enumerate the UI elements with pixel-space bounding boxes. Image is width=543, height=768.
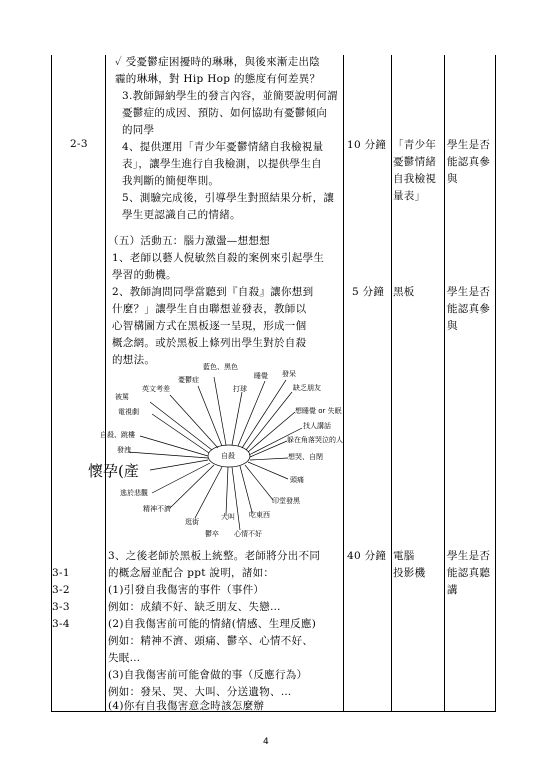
content-line: 5、測驗完成後，引導學生對照結果分析，讓 [122,192,335,204]
content-line: 例如：成績不好、缺乏朋友、失戀… [108,601,281,613]
mindmap-branch: 英文考差 [142,385,170,393]
mindmap-branch: 缺乏朋友 [293,384,321,392]
content-line: 例如：發呆、哭、大叫、分送遺物、… [108,686,292,698]
mindmap-branch: 藍色、黑色 [203,363,238,371]
assessment-line: 能認真參 [447,156,491,168]
mindmap-big-label: 懷孕(產 [88,462,139,480]
content-line: 心智構圖方式在黑板逐一呈現，形成一個 [112,320,307,332]
mindmap-branch: 躲在角落哭泣的人 [287,436,343,444]
resource-line: 黑板 [393,286,415,298]
mindmap-branch: 發呆 [282,370,296,378]
content-line: (3)自我傷害前可能會做的事（反應行為） [108,669,308,681]
mindmap-branch: 睡覺 [254,372,268,380]
assessment-line: 與 [447,173,458,185]
mindmap-branch: 發洩 [117,446,131,454]
table-border-col1 [105,55,106,712]
content-line: （五）活動五：腦力激盪—想想想 [108,235,270,247]
mindmap-branch: 吃東西 [249,511,270,519]
assessment-line: 學生是否 [447,550,491,562]
table-border-col4 [444,55,445,712]
assessment-line: 學生是否 [447,139,491,151]
assessment-line: 講 [447,584,458,596]
content-line: (2)自我傷害前可能的情緒(情感、生理反應) [108,618,317,630]
resource-line: 量表」 [393,190,426,202]
content-line: 例如：精神不濟、頭痛、鬱卒、心情不好、 [108,635,314,647]
content-line: 的概念層並配合 ppt 說明，諸如： [108,567,275,579]
content-line: ✓ 受憂鬱症困擾時的琳琳，與後來漸走出陰 [115,56,321,68]
mindmap-branch: 想睡覺 or 失眠 [295,407,342,415]
content-line: 失眠… [108,652,141,664]
content-line: 學習的動機。 [112,269,177,281]
step-label: 3-1 [52,567,70,579]
table-border-right [495,55,496,712]
mindmap-branch: 逛街 [185,518,199,526]
resource-line: 憂鬱情緒 [393,156,437,168]
step-label: 3-3 [52,601,70,613]
step-label: 3-4 [52,618,70,630]
content-line: (1)引發自我傷害的事件（事件） [108,584,265,596]
mindmap-branch: 大叫 [221,513,235,521]
content-line: 霾的琳琳，對 Hip Hop 的態度有何差異？ [115,73,321,85]
table-border-col2 [343,55,344,712]
resource-line: 「青少年 [393,139,437,151]
mindmap-branch: 精神不濟 [143,505,171,513]
content-line: 憂鬱症的成因、預防、如何協助有憂鬱傾向 [122,107,328,119]
mindmap-branch: 找人講話 [303,422,331,430]
time-value: 40 分鐘 [347,550,387,562]
assessment-line: 與 [447,320,458,332]
content-line: 表」，讓學生進行自我檢測，以提供學生自 [122,158,322,170]
mindmap-branch: 頭痛 [290,476,304,484]
mindmap-branch: 打球 [233,385,247,393]
content-line: 學生更認識自己的情緒。 [122,209,241,221]
content-line: 我判斷的簡便準則。 [122,175,220,187]
resource-line: 投影機 [393,567,426,579]
content-line: 1、老師以藝人倪敏然自殺的案例來引起學生 [112,252,325,264]
table-border-col3 [391,55,392,712]
mindmap-branch: 心情不好 [234,530,262,538]
assessment-line: 學生是否 [447,286,491,298]
mindmap-branch: 自殺、跳樓 [100,431,135,439]
step-label: 2-3 [70,138,88,150]
content-line: 什麼？」讓學生自由聯想並發表，教師以 [112,303,307,315]
content-line: 的同學 [122,124,155,136]
content-line: 3.教師歸納學生的發言內容，並簡要說明何謂 [122,90,338,102]
mindmap-branch: 逃於悲觀 [120,489,148,497]
content-line: (4)你有自我傷害意念時該怎麼辦 [108,700,265,712]
assessment-line: 能認真參 [447,303,491,315]
mindmap-branch: 想哭、自閉 [288,453,323,461]
resource-line: 自我檢視 [393,173,437,185]
time-value: 5 分鐘 [352,286,385,298]
mindmap-branch: 被罵 [115,393,129,401]
mindmap-branch: 鬱卒 [205,530,219,538]
mindmap-branch: 印堂發黑 [272,497,300,505]
content-line: 4、提供運用「青少年憂鬱情緒自我檢視量 [122,141,324,153]
time-value: 10 分鐘 [347,139,387,151]
mindmap-branch: 憂鬱症 [178,376,199,384]
content-line: 的想法。 [112,354,156,366]
resource-line: 電腦 [393,550,415,562]
content-line: 概念網。或於黑板上條列出學生對於自殺 [112,337,307,349]
mindmap-center-label: 自殺 [221,452,235,460]
mindmap-branch: 電視劇 [118,408,139,416]
content-line: 2、教師詢問同學當聽到『自殺』讓你想到 [112,286,314,298]
step-label: 3-2 [52,584,70,596]
page-number: 4 [263,737,269,747]
content-line: 3、之後老師於黑板上統整。老師將分出不同 [108,550,321,562]
assessment-line: 能認真聽 [447,567,491,579]
